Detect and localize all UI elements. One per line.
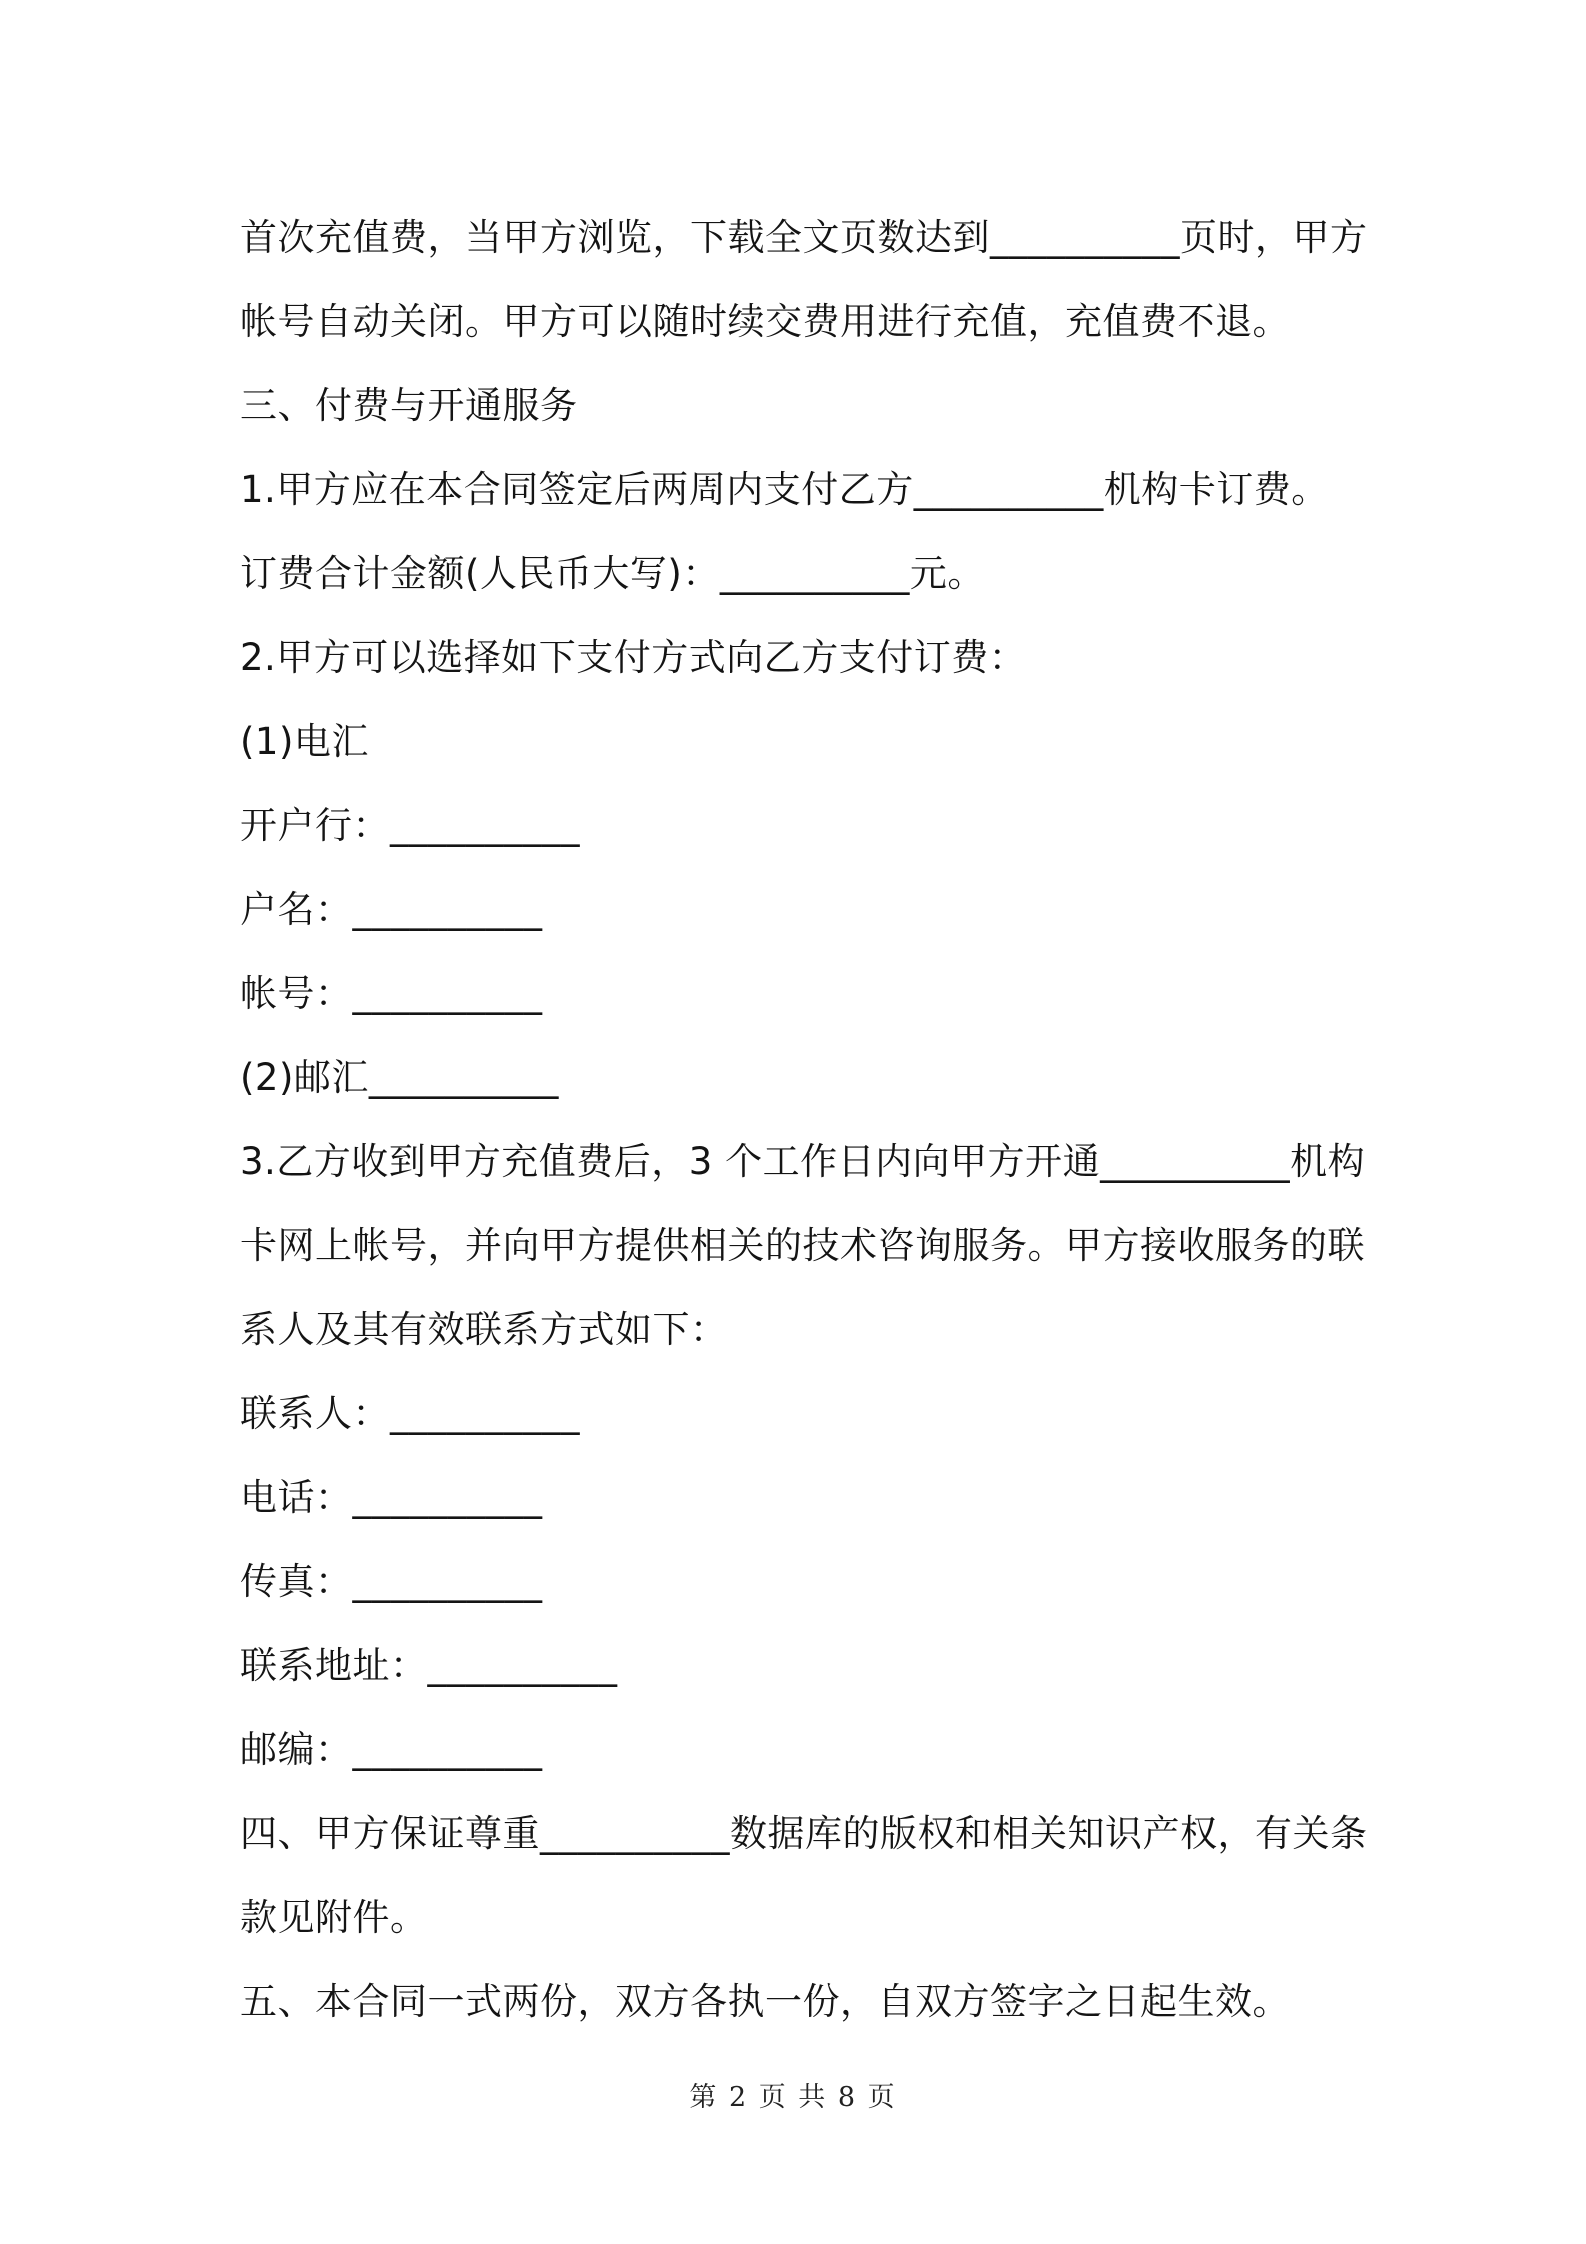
form-field-line: 户名：__________ <box>240 888 543 931</box>
section-heading: 三、付费与开通服务 <box>240 384 578 427</box>
text-line: 1.甲方应在本合同签定后两周内支付乙方__________机构卡订费。 <box>240 468 1329 511</box>
page-number: 第 2 页 共 8 页 <box>689 2082 897 2113</box>
text-line: 五、本合同一式两份，双方各执一份，自双方签字之日起生效。 <box>240 1980 1290 2023</box>
text-line: 帐号自动关闭。甲方可以随时续交费用进行充值，充值费不退。 <box>240 300 1290 343</box>
form-field-line: 帐号：__________ <box>240 972 543 1015</box>
form-field-line: 传真：__________ <box>240 1560 543 1603</box>
text-line: 3.乙方收到甲方充值费后，3 个工作日内向甲方开通__________机构 <box>240 1140 1366 1183</box>
text-line: 卡网上帐号，并向甲方提供相关的技术咨询服务。甲方接收服务的联 <box>240 1224 1365 1267</box>
text-line: 订费合计金额(人民币大写)：__________元。 <box>240 552 985 595</box>
text-line: 2.甲方可以选择如下支付方式向乙方支付订费： <box>240 636 1027 679</box>
text-line: (1)电汇 <box>240 720 369 763</box>
text-line: 首次充值费，当甲方浏览，下载全文页数达到__________页时，甲方 <box>240 216 1368 259</box>
document-body <box>240 196 1368 2044</box>
form-field-line: (2)邮汇__________ <box>240 1056 559 1099</box>
form-field-line: 开户行：__________ <box>240 804 580 847</box>
text-line: 系人及其有效联系方式如下： <box>240 1308 728 1351</box>
form-field-line: 联系人：__________ <box>240 1392 580 1435</box>
form-field-line: 联系地址：__________ <box>240 1644 618 1687</box>
form-field-line: 邮编：__________ <box>240 1728 543 1771</box>
text-line: 四、甲方保证尊重__________数据库的版权和相关知识产权，有关条 <box>240 1812 1368 1855</box>
form-field-line: 电话：__________ <box>240 1476 543 1519</box>
text-line: 款见附件。 <box>240 1896 428 1939</box>
